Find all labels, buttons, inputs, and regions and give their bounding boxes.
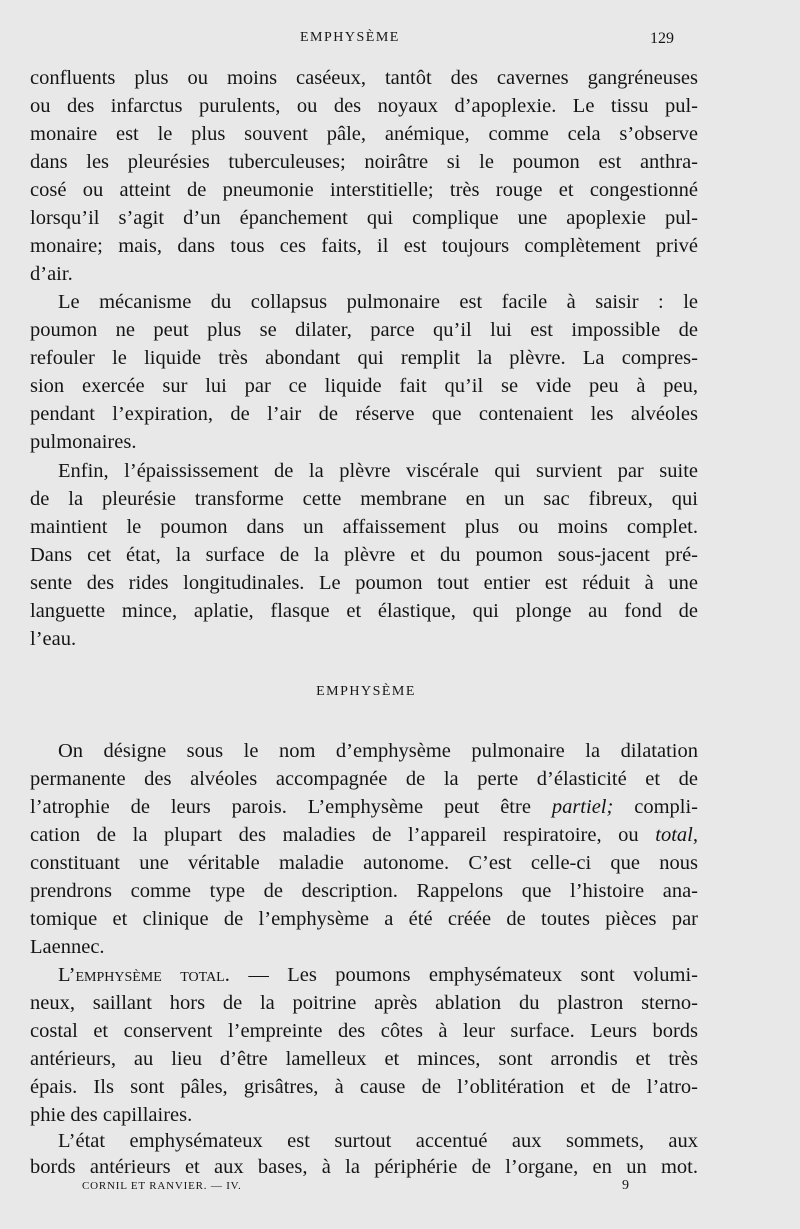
body-line — [30, 821, 698, 849]
body-line: refouler le liquide très abondant qui remplit la plèvre. La compres- — [30, 347, 698, 369]
body-line: dans les pleurésies tuberculeuses; noirâtre si le poumon est anthra- — [30, 151, 698, 173]
body-line: sente des rides longitudinales. Le poumon tout entier est réduit à une — [30, 572, 698, 594]
body-line: Dans cet état, la surface de la plèvre et du poumon sous-jacent pré- — [30, 544, 698, 566]
body-line: Enfin, l’épaississement de la plèvre viscérale qui survient par suite — [58, 460, 698, 482]
body-line — [30, 793, 698, 821]
body-line: languette mince, aplatie, flasque et élastique, qui plonge au fond de — [30, 600, 698, 622]
body-line: l’eau. — [30, 628, 77, 650]
body-line: poumon ne peut plus se dilater, parce qu’il lui est impossible de — [30, 319, 698, 341]
body-line: de la pleurésie transforme cette membrane en un sac fibreux, qui — [30, 488, 698, 510]
body-line: cosé ou atteint de pneumonie interstitielle; très rouge et congestionné — [30, 179, 698, 201]
sheet-number: 9 — [622, 1178, 629, 1193]
body-line: L’état emphysémateux est surtout accentué aux sommets, aux — [58, 1130, 698, 1152]
body-line: costal et conservent l’empreinte des côtes à leur surface. Leurs bords — [30, 1020, 698, 1042]
body-line: monaire; mais, dans tous ces faits, il est toujours complètement privé — [30, 235, 698, 257]
body-line: épais. Ils sont pâles, grisâtres, à cause de l’oblitération et de l’atro- — [30, 1076, 698, 1098]
body-line: monaire est le plus souvent pâle, anémique, comme cela s’observe — [30, 123, 698, 145]
body-line: permanente des alvéoles accompagnée de la perte d’élasticité et de — [30, 768, 698, 790]
text-run: l’atrophie de leurs parois. L’emphysème peut être — [30, 796, 531, 818]
body-line: pendant l’expiration, de l’air de réserve que contenaient les alvéoles — [30, 403, 698, 425]
running-head — [0, 30, 800, 50]
footer-signature: CORNIL ET RANVIER. — IV. — [82, 1180, 242, 1192]
body-line: tomique et clinique de l’emphysème a été créée de toutes pièces par — [30, 908, 698, 930]
running-head-title: EMPHYSÈME — [300, 30, 400, 45]
body-line: On désigne sous le nom d’emphysème pulmonaire la dilatation — [58, 740, 698, 762]
emphasis-total: total, — [655, 824, 698, 846]
body-line — [58, 961, 698, 989]
section-heading: EMPHYSÈME — [316, 684, 416, 699]
body-line: neux, saillant hors de la poitrine après ablation du plastron sterno- — [30, 992, 698, 1014]
text-run: cation de la plupart des maladies de l’appareil respiratoire, ou — [30, 824, 639, 846]
body-line: confluents plus ou moins caséeux, tantôt des cavernes gangréneuses — [30, 67, 698, 89]
text-run: compli- — [634, 796, 698, 818]
page-number: 129 — [650, 30, 674, 47]
page-footer — [0, 1180, 800, 1200]
body-line: constituant une véritable maladie autonome. C’est celle-ci que nous — [30, 852, 698, 874]
body-line: pulmonaires. — [30, 431, 137, 453]
body-line: Le mécanisme du collapsus pulmonaire est facile à saisir : le — [58, 291, 698, 313]
body-line: d’air. — [30, 263, 73, 285]
body-line: bords antérieurs et aux bases, à la périphérie de l’organe, en un mot. — [30, 1156, 698, 1178]
body-line: Laennec. — [30, 936, 105, 958]
body-line: phie des capillaires. — [30, 1104, 193, 1126]
body-line: antérieurs, au lieu d’être lamelleux et minces, sont arrondis et très — [30, 1048, 698, 1070]
body-line: maintient le poumon dans un affaissement plus ou moins complet. — [30, 516, 698, 538]
paragraph-lead-small-caps: L’emphysème total. — [58, 964, 230, 986]
emphasis-partiel: partiel; — [551, 796, 614, 818]
body-line: sion exercée sur lui par ce liquide fait qu’il se vide peu à peu, — [30, 375, 698, 397]
body-line: prendrons comme type de description. Rappelons que l’histoire ana- — [30, 880, 698, 902]
body-line: lorsqu’il s’agit d’un épanchement qui complique une apoplexie pul- — [30, 207, 698, 229]
text-run: — Les poumons emphysémateux sont volumi- — [248, 964, 699, 986]
body-line: ou des infarctus purulents, ou des noyaux d’apoplexie. Le tissu pul- — [30, 95, 698, 117]
